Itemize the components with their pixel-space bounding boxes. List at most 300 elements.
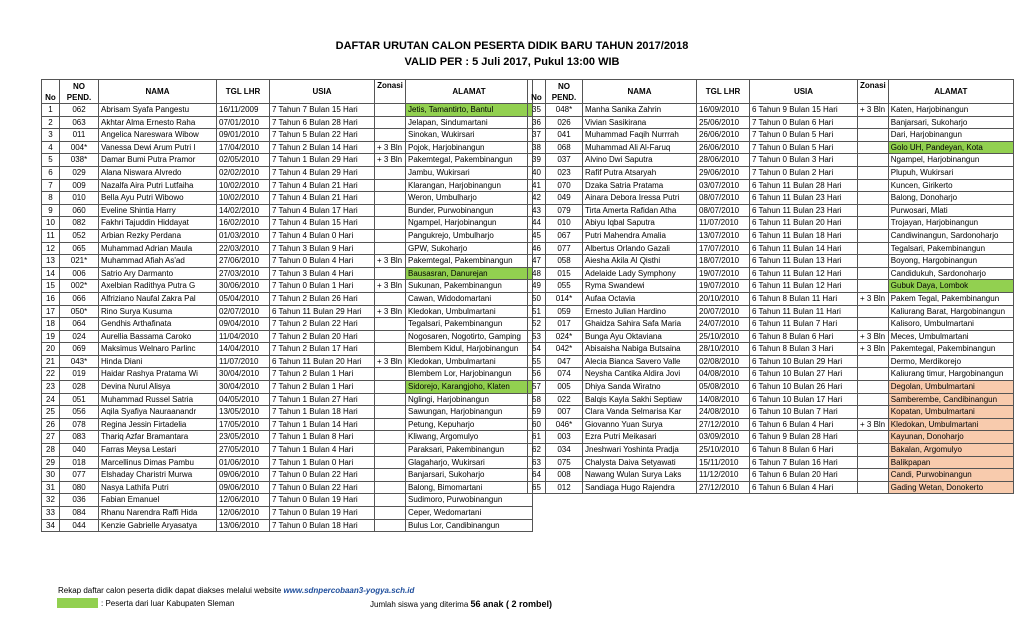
cell-zonasi: [375, 381, 406, 394]
cell-no-pend: 043*: [60, 355, 99, 368]
cell-tgl-lhr: 11/07/2010: [217, 355, 270, 368]
cell-no: 54: [528, 343, 546, 356]
cell-tgl-lhr: 22/03/2010: [217, 242, 270, 255]
roster-table-right: [527, 79, 1014, 494]
cell-tgl-lhr: 23/05/2010: [217, 431, 270, 444]
cell-no-pend: 083: [60, 431, 99, 444]
col-header-no: No: [528, 80, 546, 104]
cell-alamat: Balong, Donoharjo: [888, 192, 1013, 205]
cell-usia: 6 Tahun 6 Bulan 4 Hari: [750, 418, 858, 431]
cell-alamat: Kliwang, Argomulyo: [406, 431, 533, 444]
table-row: [42, 355, 533, 368]
cell-alamat: Balikpapan: [888, 456, 1013, 469]
table-row: [528, 418, 1014, 431]
col-header-tgl-lhr: TGL LHR: [217, 80, 270, 104]
cell-tgl-lhr: 28/06/2010: [697, 154, 750, 167]
cell-no-pend: 077: [60, 469, 99, 482]
cell-alamat: Sinokan, Wukirsari: [406, 129, 533, 142]
cell-alamat: Tegalsari, Pakembinangun: [888, 242, 1013, 255]
cell-nama: Putri Mahendra Amalia: [583, 229, 697, 242]
cell-no-pend: 021*: [60, 255, 99, 268]
cell-alamat: Kayunan, Donoharjo: [888, 431, 1013, 444]
roster-body-left: [42, 104, 533, 532]
cell-zonasi: [858, 406, 889, 419]
cell-no-pend: 017: [546, 318, 583, 331]
cell-nama: Alfriziano Naufal Zakra Pal: [99, 292, 217, 305]
cell-no-pend: 014*: [546, 292, 583, 305]
cell-nama: Muhammad Faqih Nurrrah: [583, 129, 697, 142]
cell-zonasi: [375, 393, 406, 406]
cell-no: 39: [528, 154, 546, 167]
cell-tgl-lhr: 10/02/2010: [217, 192, 270, 205]
cell-usia: 6 Tahun 11 Bulan 18 Hari: [750, 229, 858, 242]
cell-no-pend: 060: [60, 204, 99, 217]
table-row: [42, 166, 533, 179]
cell-tgl-lhr: 17/04/2010: [217, 141, 270, 154]
cell-zonasi: [858, 267, 889, 280]
cell-alamat: Petung, Kepuharjo: [406, 418, 533, 431]
cell-zonasi: [375, 204, 406, 217]
cell-no-pend: 004*: [60, 141, 99, 154]
cell-tgl-lhr: 08/07/2010: [697, 204, 750, 217]
cell-nama: Farras Meysa Lestari: [99, 444, 217, 457]
cell-nama: Rafif Putra Atsaryah: [583, 166, 697, 179]
cell-nama: Muhammad Afiah As'ad: [99, 255, 217, 268]
table-row: [42, 104, 533, 117]
cell-no: 26: [42, 418, 60, 431]
cell-no-pend: 019: [60, 368, 99, 381]
cell-alamat: Bunder, Purwobinangun: [406, 204, 533, 217]
cell-usia: 7 Tahun 0 Bulan 18 Hari: [270, 519, 375, 532]
cell-zonasi: [858, 355, 889, 368]
table-row: [42, 280, 533, 293]
cell-tgl-lhr: 27/12/2010: [697, 481, 750, 494]
cell-zonasi: [858, 481, 889, 494]
cell-no-pend: 012: [546, 481, 583, 494]
cell-tgl-lhr: 16/02/2010: [217, 217, 270, 230]
cell-usia: 6 Tahun 8 Bulan 6 Hari: [750, 444, 858, 457]
cell-zonasi: [375, 368, 406, 381]
table-row: [528, 166, 1014, 179]
cell-no: 53: [528, 330, 546, 343]
cell-tgl-lhr: 15/11/2010: [697, 456, 750, 469]
cell-usia: 6 Tahun 11 Bulan 12 Hari: [750, 267, 858, 280]
cell-zonasi: [858, 381, 889, 394]
cell-zonasi: [858, 179, 889, 192]
cell-no-pend: 010: [60, 192, 99, 205]
cell-nama: Vivian Sasikirana: [583, 116, 697, 129]
cell-no-pend: 005: [546, 381, 583, 394]
cell-nama: Abiyu Iqbal Saputra: [583, 217, 697, 230]
cell-tgl-lhr: 18/07/2010: [697, 255, 750, 268]
cell-no: 13: [42, 255, 60, 268]
cell-nama: Rhanu Narendra Raffi Hida: [99, 507, 217, 520]
cell-no: 56: [528, 368, 546, 381]
cell-tgl-lhr: 16/11/2009: [217, 104, 270, 117]
cell-tgl-lhr: 14/02/2010: [217, 204, 270, 217]
cell-nama: Aiesha Akila Al Qisthi: [583, 255, 697, 268]
cell-usia: 7 Tahun 0 Bulan 22 Hari: [270, 481, 375, 494]
cell-zonasi: [375, 292, 406, 305]
cell-tgl-lhr: 11/07/2010: [697, 217, 750, 230]
cell-zonasi: + 3 Bln: [375, 154, 406, 167]
cell-tgl-lhr: 09/04/2010: [217, 318, 270, 331]
cell-alamat: Plupuh, Wukirsari: [888, 166, 1013, 179]
cell-tgl-lhr: 14/08/2010: [697, 393, 750, 406]
cell-tgl-lhr: 09/01/2010: [217, 129, 270, 142]
cell-nama: Hinda Diani: [99, 355, 217, 368]
cell-no: 59: [528, 406, 546, 419]
cell-no: 2: [42, 116, 60, 129]
cell-zonasi: + 3 Bln: [858, 292, 889, 305]
jumlah-value: 56 anak ( 2 rombel): [470, 599, 553, 609]
cell-no-pend: 058: [546, 255, 583, 268]
cell-alamat: Gading Wetan, Donokerto: [888, 481, 1013, 494]
cell-no-pend: 052: [60, 229, 99, 242]
cell-nama: Aurellia Bassama Caroko: [99, 330, 217, 343]
cell-zonasi: [375, 481, 406, 494]
cell-alamat: Bausasran, Danurejan: [406, 267, 533, 280]
cell-tgl-lhr: 28/10/2010: [697, 343, 750, 356]
cell-tgl-lhr: 02/08/2010: [697, 355, 750, 368]
table-row: [42, 456, 533, 469]
cell-nama: Alecia Bianca Savero Valle: [583, 355, 697, 368]
table-row: [42, 255, 533, 268]
cell-no: 44: [528, 217, 546, 230]
table-row: [42, 519, 533, 532]
cell-alamat: Blembem Kidul, Harjobinangun: [406, 343, 533, 356]
jumlah-siswa: [370, 599, 552, 609]
cell-alamat: Sudimoro, Purwobinangun: [406, 494, 533, 507]
cell-no: 42: [528, 192, 546, 205]
cell-no: 9: [42, 204, 60, 217]
cell-no: 49: [528, 280, 546, 293]
cell-nama: Bunga Ayu Oktaviana: [583, 330, 697, 343]
cell-usia: 7 Tahun 0 Bulan 5 Hari: [750, 129, 858, 142]
cell-nama: Devina Nurul Alisya: [99, 381, 217, 394]
cell-nama: Manha Sanika Zahrin: [583, 104, 697, 117]
cell-tgl-lhr: 02/02/2010: [217, 166, 270, 179]
cell-no-pend: 055: [546, 280, 583, 293]
cell-no-pend: 067: [546, 229, 583, 242]
cell-tgl-lhr: 20/10/2010: [697, 292, 750, 305]
cell-zonasi: [375, 507, 406, 520]
cell-tgl-lhr: 05/04/2010: [217, 292, 270, 305]
cell-no: 41: [528, 179, 546, 192]
table-row: [528, 456, 1014, 469]
cell-tgl-lhr: 09/06/2010: [217, 481, 270, 494]
cell-no-pend: 049: [546, 192, 583, 205]
cell-nama: Haidar Rashya Pratama Wi: [99, 368, 217, 381]
cell-zonasi: [858, 393, 889, 406]
table-row: [42, 141, 533, 154]
cell-no: 51: [528, 305, 546, 318]
cell-usia: 6 Tahun 11 Bulan 11 Hari: [750, 305, 858, 318]
cell-no-pend: 003: [546, 431, 583, 444]
cell-nama: Tirta Amerta Rafidan Atha: [583, 204, 697, 217]
cell-no-pend: 051: [60, 393, 99, 406]
cell-zonasi: [858, 129, 889, 142]
cell-tgl-lhr: 19/07/2010: [697, 267, 750, 280]
cell-usia: 6 Tahun 9 Bulan 28 Hari: [750, 431, 858, 444]
cell-tgl-lhr: 08/07/2010: [697, 192, 750, 205]
cell-no: 11: [42, 229, 60, 242]
cell-no: 19: [42, 330, 60, 343]
cell-alamat: Samberembe, Candibinangun: [888, 393, 1013, 406]
table-row: [42, 192, 533, 205]
cell-usia: 7 Tahun 2 Bulan 26 Hari: [270, 292, 375, 305]
cell-zonasi: [375, 406, 406, 419]
cell-usia: 7 Tahun 4 Bulan 21 Hari: [270, 179, 375, 192]
cell-alamat: Paraksari, Pakembinangun: [406, 444, 533, 457]
cell-no-pend: 041: [546, 129, 583, 142]
cell-tgl-lhr: 24/07/2010: [697, 318, 750, 331]
cell-usia: 6 Tahun 6 Bulan 20 Hari: [750, 469, 858, 482]
cell-no-pend: 036: [60, 494, 99, 507]
cell-zonasi: [858, 431, 889, 444]
cell-no: 61: [528, 431, 546, 444]
cell-tgl-lhr: 20/07/2010: [697, 305, 750, 318]
cell-alamat: Sukunan, Pakembinangun: [406, 280, 533, 293]
cell-zonasi: [858, 242, 889, 255]
cell-nama: Ghaidza Sahira Safa Maria: [583, 318, 697, 331]
cell-nama: Albertus Orlando Gazali: [583, 242, 697, 255]
roster-table-left: [41, 79, 533, 532]
cell-nama: Jneshwari Yoshinta Pradja: [583, 444, 697, 457]
cell-zonasi: [375, 494, 406, 507]
cell-zonasi: [375, 519, 406, 532]
cell-usia: 7 Tahun 4 Bulan 0 Hari: [270, 229, 375, 242]
cell-nama: Maksimus Welnaro Parlinc: [99, 343, 217, 356]
cell-zonasi: [858, 229, 889, 242]
cell-usia: 7 Tahun 0 Bulan 5 Hari: [750, 141, 858, 154]
cell-usia: 7 Tahun 0 Bulan 4 Hari: [270, 255, 375, 268]
cell-nama: Chalysta Daiva Setyawati: [583, 456, 697, 469]
cell-no-pend: 062: [60, 104, 99, 117]
table-row: [42, 305, 533, 318]
cell-tgl-lhr: 07/01/2010: [217, 116, 270, 129]
cell-no: 48: [528, 267, 546, 280]
cell-nama: Balqis Kayla Sakhi Septiaw: [583, 393, 697, 406]
table-row: [528, 406, 1014, 419]
cell-alamat: Kledokan, Umbulmartani: [888, 418, 1013, 431]
cell-no: 3: [42, 129, 60, 142]
cell-alamat: Weron, Umbulharjo: [406, 192, 533, 205]
cell-no: 65: [528, 481, 546, 494]
cell-usia: 7 Tahun 6 Bulan 28 Hari: [270, 116, 375, 129]
cell-no: 36: [528, 116, 546, 129]
cell-usia: 7 Tahun 4 Bulan 29 Hari: [270, 166, 375, 179]
table-row: [42, 129, 533, 142]
cell-tgl-lhr: 29/06/2010: [697, 166, 750, 179]
cell-zonasi: [375, 129, 406, 142]
cell-zonasi: [375, 418, 406, 431]
cell-nama: Regina Jessin Firtadelia: [99, 418, 217, 431]
cell-zonasi: [375, 229, 406, 242]
cell-usia: 6 Tahun 11 Bulan 28 Hari: [750, 179, 858, 192]
cell-no-pend: 066: [60, 292, 99, 305]
cell-no: 31: [42, 481, 60, 494]
cell-usia: 6 Tahun 10 Bulan 7 Hari: [750, 406, 858, 419]
cell-alamat: Balong, Bimomartani: [406, 481, 533, 494]
cell-usia: 7 Tahun 2 Bulan 20 Hari: [270, 330, 375, 343]
cell-no-pend: 007: [546, 406, 583, 419]
cell-tgl-lhr: 11/04/2010: [217, 330, 270, 343]
cell-alamat: Pakemtegal, Pakembinangun: [406, 255, 533, 268]
cell-tgl-lhr: 16/09/2010: [697, 104, 750, 117]
table-row: [528, 116, 1014, 129]
cell-usia: 7 Tahun 2 Bulan 17 Hari: [270, 343, 375, 356]
cell-no: 8: [42, 192, 60, 205]
cell-usia: 7 Tahun 0 Bulan 3 Hari: [750, 154, 858, 167]
col-header-no-pend: NO PEND.: [60, 80, 99, 104]
cell-no: 10: [42, 217, 60, 230]
table-row: [42, 393, 533, 406]
cell-alamat: Pangukrejo, Umbulharjo: [406, 229, 533, 242]
cell-no-pend: 029: [60, 166, 99, 179]
table-row: [42, 368, 533, 381]
table-row: [528, 318, 1014, 331]
cell-usia: 6 Tahun 11 Bulan 29 Hari: [270, 305, 375, 318]
table-row: [42, 229, 533, 242]
cell-nama: Muhammad Ali Al-Faruq: [583, 141, 697, 154]
cell-no: 40: [528, 166, 546, 179]
table-row: [528, 141, 1014, 154]
cell-tgl-lhr: 25/06/2010: [697, 116, 750, 129]
cell-alamat: Purwosari, Mlati: [888, 204, 1013, 217]
table-row: [528, 229, 1014, 242]
table-row: [528, 104, 1014, 117]
col-header-alamat: ALAMAT: [406, 80, 533, 104]
cell-nama: Satrio Ary Darmanto: [99, 267, 217, 280]
table-row: [42, 330, 533, 343]
table-row: [42, 406, 533, 419]
cell-zonasi: [375, 217, 406, 230]
rekap-text: Rekap daftar calon peserta didik dapat diakses melalui website: [58, 586, 282, 595]
cell-no-pend: 008: [546, 469, 583, 482]
cell-nama: Gendhis Arthafinata: [99, 318, 217, 331]
cell-no: 20: [42, 343, 60, 356]
cell-no-pend: 040: [60, 444, 99, 457]
cell-nama: Adelaide Lady Symphony: [583, 267, 697, 280]
cell-alamat: Pakem Tegal, Pakembinangun: [888, 292, 1013, 305]
cell-no-pend: 065: [60, 242, 99, 255]
cell-no: 12: [42, 242, 60, 255]
cell-tgl-lhr: 14/04/2010: [217, 343, 270, 356]
cell-alamat: Banjarsari, Sukoharjo: [406, 469, 533, 482]
cell-no: 50: [528, 292, 546, 305]
table-row: [42, 318, 533, 331]
cell-no: 7: [42, 179, 60, 192]
cell-no: 1: [42, 104, 60, 117]
cell-alamat: Ngampel, Harjobinangun: [406, 217, 533, 230]
table-row: [42, 217, 533, 230]
cell-no-pend: 050*: [60, 305, 99, 318]
cell-tgl-lhr: 09/06/2010: [217, 469, 270, 482]
cell-nama: Angelica Nareswara Wibow: [99, 129, 217, 142]
cell-tgl-lhr: 30/06/2010: [217, 280, 270, 293]
cell-no: 64: [528, 469, 546, 482]
cell-no: 18: [42, 318, 60, 331]
cell-zonasi: [375, 456, 406, 469]
table-row: [528, 330, 1014, 343]
cell-tgl-lhr: 24/08/2010: [697, 406, 750, 419]
cell-no-pend: 009: [60, 179, 99, 192]
cell-no-pend: 044: [60, 519, 99, 532]
cell-no: 27: [42, 431, 60, 444]
cell-usia: 6 Tahun 11 Bulan 23 Hari: [750, 204, 858, 217]
table-row: [528, 154, 1014, 167]
cell-tgl-lhr: 27/03/2010: [217, 267, 270, 280]
cell-tgl-lhr: 02/05/2010: [217, 154, 270, 167]
cell-no-pend: 023: [546, 166, 583, 179]
cell-no: 37: [528, 129, 546, 142]
cell-alamat: GPW, Sukoharjo: [406, 242, 533, 255]
cell-no: 6: [42, 166, 60, 179]
cell-alamat: Gubuk Daya, Lombok: [888, 280, 1013, 293]
cell-zonasi: [858, 204, 889, 217]
table-row: [42, 204, 533, 217]
table-row: [42, 444, 533, 457]
cell-no: 30: [42, 469, 60, 482]
table-row: [528, 179, 1014, 192]
table-row: [528, 242, 1014, 255]
cell-zonasi: [858, 280, 889, 293]
cell-nama: Eveline Shintia Harry: [99, 204, 217, 217]
cell-tgl-lhr: 19/07/2010: [697, 280, 750, 293]
website-link[interactable]: www.sdnpercobaan3-yogya.sch.id: [283, 586, 415, 595]
cell-no: 25: [42, 406, 60, 419]
cell-no: 22: [42, 368, 60, 381]
cell-no: 45: [528, 229, 546, 242]
cell-nama: Clara Vanda Selmarisa Kar: [583, 406, 697, 419]
cell-tgl-lhr: 03/09/2010: [697, 431, 750, 444]
cell-tgl-lhr: 12/06/2010: [217, 507, 270, 520]
cell-no: 16: [42, 292, 60, 305]
table-row: [528, 255, 1014, 268]
cell-no: 29: [42, 456, 60, 469]
cell-no-pend: 018: [60, 456, 99, 469]
cell-usia: 7 Tahun 2 Bulan 22 Hari: [270, 318, 375, 331]
table-row: [42, 494, 533, 507]
cell-zonasi: + 3 Bln: [858, 418, 889, 431]
cell-zonasi: + 3 Bln: [375, 305, 406, 318]
cell-tgl-lhr: 13/07/2010: [697, 229, 750, 242]
table-row: [42, 179, 533, 192]
cell-usia: 7 Tahun 0 Bulan 19 Hari: [270, 494, 375, 507]
table-row: [42, 292, 533, 305]
cell-zonasi: [858, 217, 889, 230]
cell-usia: 7 Tahun 0 Bulan 6 Hari: [750, 116, 858, 129]
cell-zonasi: + 3 Bln: [375, 255, 406, 268]
cell-usia: 6 Tahun 10 Bulan 27 Hari: [750, 368, 858, 381]
cell-zonasi: [375, 179, 406, 192]
cell-alamat: Candidukuh, Sardonoharjo: [888, 267, 1013, 280]
cell-tgl-lhr: 04/05/2010: [217, 393, 270, 406]
cell-no: 33: [42, 507, 60, 520]
cell-alamat: Kaliurang Barat, Hargobinangun: [888, 305, 1013, 318]
cell-alamat: Cawan, Widodomartani: [406, 292, 533, 305]
cell-no-pend: 084: [60, 507, 99, 520]
cell-nama: Abrisam Syafa Pangestu: [99, 104, 217, 117]
col-header-nama: NAMA: [99, 80, 217, 104]
cell-no: 47: [528, 255, 546, 268]
cell-no: 28: [42, 444, 60, 457]
cell-alamat: Candiwinangun, Sardonoharjo: [888, 229, 1013, 242]
cell-tgl-lhr: 13/06/2010: [217, 519, 270, 532]
cell-alamat: Jelapan, Sindumartani: [406, 116, 533, 129]
table-row: [528, 204, 1014, 217]
